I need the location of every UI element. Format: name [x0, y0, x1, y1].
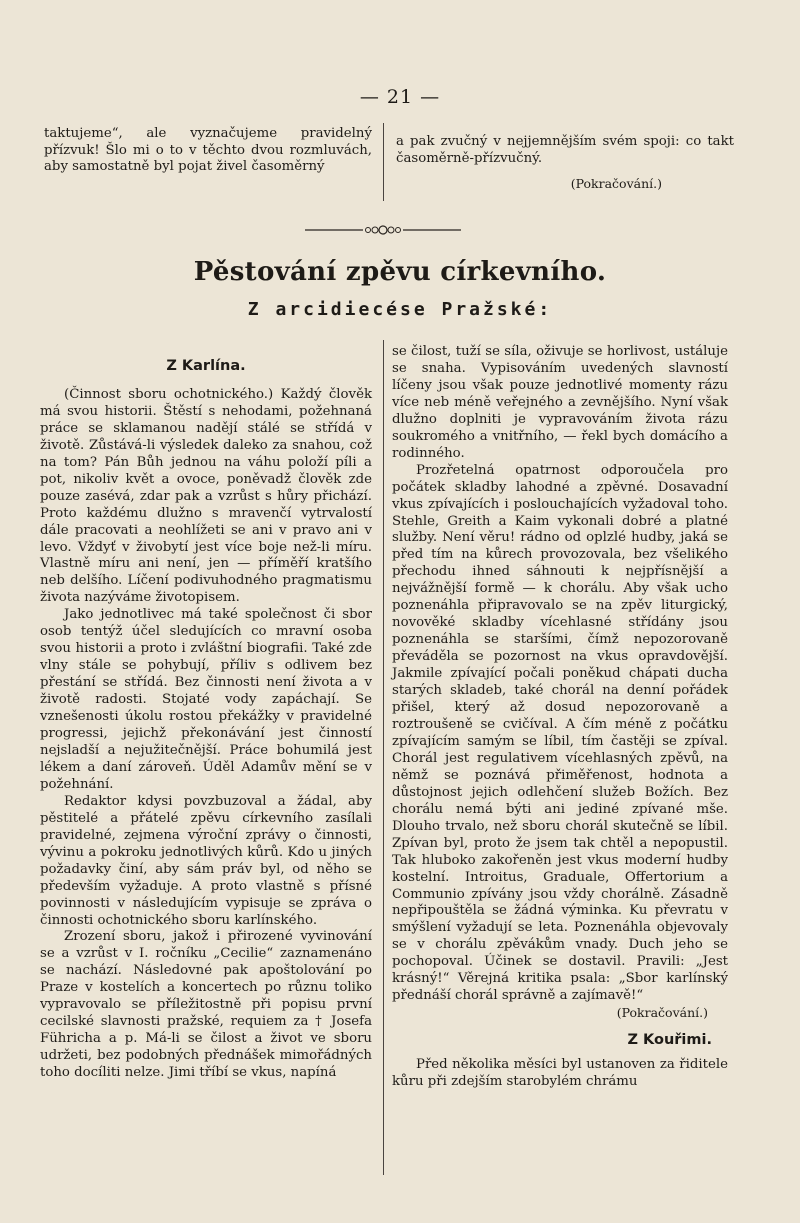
paragraph: Jako jednotlivec má také společnost či sbor osob tentýž účel sledujících co mravní osoba svou historii a proto i zvláštní biografii. Také zde vlny stále se pohybují, příliv s odlivem bez přestání se střídá. Bez činnosti není života a v životě radosti. Stojaté vody zapáchají. Se vznešenosti úkolu rostou překážky v pravidelné progressi, jejichž překonávání jest činností nejsladší a nejužitečnější. Práce bohumilá jest lékem a daní zároveň. Úděl Adamův mění se v požehnání. — [40, 607, 372, 792]
previous-article-text: a pak zvučný v nejjemnějším svém spoji: co takt časoměrně-přízvučný. — [396, 134, 734, 166]
previous-article-ending-left: taktujeme“, ale vyznačujeme pravidelný přízvuk! Šlo mi o to v těchto dvou rozmluvách, aby samostatně byl pojat živel časoměrný — [44, 126, 372, 175]
paragraph: Prozřetelná opatrnost odporoučela pro počátek skladby lahodné a zpěvné. Dosavadní vkus zpívajících i poslouchajících vyžadoval toho. Stehle, Greith a Kaim vykonali dobré a platné služby. Není věru! rádno od oplzlé hudby, jaká se před tím na kůrech provozovala, bez všelikého přechodu ihned sáhnouti k nejpřísnější a nejvážnější formě — k chorálu. Aby však ucho poznenáhla připravovalo se na zpěv liturgický, novověké skladby vícehlasné střídány jsou poznenáhla se staršími, čímž nepozorovaně převáděla se pozornost na vkus opravdovější. Jakmile zpívající počali poněkud chápati ducha starých skladeb, také chorál na denní pořádek přišel, který až dosud nepozorovaně a roztroušeně se cvičíval. A čím méně z počátku zpívajícím samým se líbil, tím častěji se zpíval. Chorál jest regulativem vícehlasných zpěvů, na němž se poznává přiměřenost, hodnota a důstojnost jejich odlehčení služeb Božích. Bez chorálu nemá býti ani jediné zpívané mše. Dlouho trvalo, než sboru chorál skutečně se líbil. Zpívan byl, proto že jsem tak chtěl a nepopustil. Tak hluboko zakořeněn jest vkus moderní hudby kostelní. Introitus, Graduale, Offertorium a Communio zpívány jsou vždy chorálně. Zásadně nepřipouštěla se žádná výminka. Ku převratu v smýšlení vyžadují se leta. Poznenáhla objevovaly se v chorálu zpěvákům vnady. Duch jeho se pochopoval. Účinek se dostavil. Pravili: „Jest krásný!“ Věrejná kritika psala: „Sbor karlínský přednáší chorál správně a zajímavě!“ — [392, 462, 728, 1004]
ornament-divider — [305, 222, 461, 238]
right-column — [392, 344, 728, 1091]
article-subtitle: Z arcidiecése Pražské: — [247, 299, 553, 320]
column-divider-main — [383, 340, 384, 1175]
paragraph: Před několika měsíci byl ustanoven za řiditele kůru při zdejším starobylém chrámu — [392, 1057, 728, 1090]
paragraph: Redaktor kdysi povzbuzoval a žádal, aby pěstitelé a přátelé zpěvu církevního zasílali pravidelné, zejmena výroční zprávy o činnosti, vývinu a pokroku jednotlivých kůrů. Kdo u jiných požadavky činí, aby sám práv byl, od něho se především vyžaduje. A proto vlastně s přísné povinnosti v následujícím vypisuje se zpráva o činnosti ochotnického sboru karlínského. — [40, 793, 372, 928]
continued-note-top: (Pokračování.) — [570, 176, 662, 192]
section-heading-kourim: Z Kouřimi. — [627, 1032, 712, 1049]
previous-article-ending-right — [396, 134, 734, 193]
continued-note: (Pokračování.) — [616, 1005, 708, 1021]
column-divider-top — [383, 123, 384, 201]
paragraph: Zrození sboru, jakož i přirozené vyvinování se a vzrůst v I. ročníku „Cecilie“ zaznamenáno se nachází. Následovné pak apoštolování po Praze v kostelích a koncertech po různu toliko vypravovalo se příležitostně při popisu první cecilské slavnosti pražské, requiem za † Josefa Führicha a p. Má-li se čilost a život ve sboru udržeti, bez podobných přednášek mimořádných toho docíliti nelze. Jimi tříbí se vkus, napíná — [40, 929, 372, 1081]
paragraph: (Činnost sboru ochotnického.) Každý člověk má svou historii. Štěstí s nehodami, požehnaná práce se sklamanou nadějí stálé se střídá v životě. Zůstává-li výsledek daleko za snahou, což na tom? Pán Bůh jednou na váhu položí píli a pot, nikoliv květ a ovoce, poněvadž člověk zde pouze zasévá, zdar pak a vzrůst s hůry přichází. Proto každému dlužno s mravenčí vytrvalostí dále pracovati a neohlížeti se ani v pravo ani v levo. Vždyť v živobytí jest více boje než-li míru. Vlastně míru ani není, jen — příměří kratšího neb delšího. Líčení podivuhodného pragmatismu života nazýváme životopisem. — [40, 386, 372, 606]
section-heading-karlin: Z Karlína. — [166, 358, 246, 374]
left-column — [40, 344, 372, 1082]
article-title: Pěstování zpěvu církevního. — [193, 257, 607, 287]
page-number: — 21 — — [359, 86, 441, 108]
paragraph: se čilost, tuží se síla, oživuje se horlivost, ustáluje se snaha. Vypisováním uvedených slavností líčeny jsou však pouze jednotlivé momenty rázu více neb méně veřejného a zevnějšího. Nyní však dlužno doplniti je vypravováním života rázu soukromého a vnitřního, — řekl bych domácího a rodinného. — [392, 344, 728, 461]
